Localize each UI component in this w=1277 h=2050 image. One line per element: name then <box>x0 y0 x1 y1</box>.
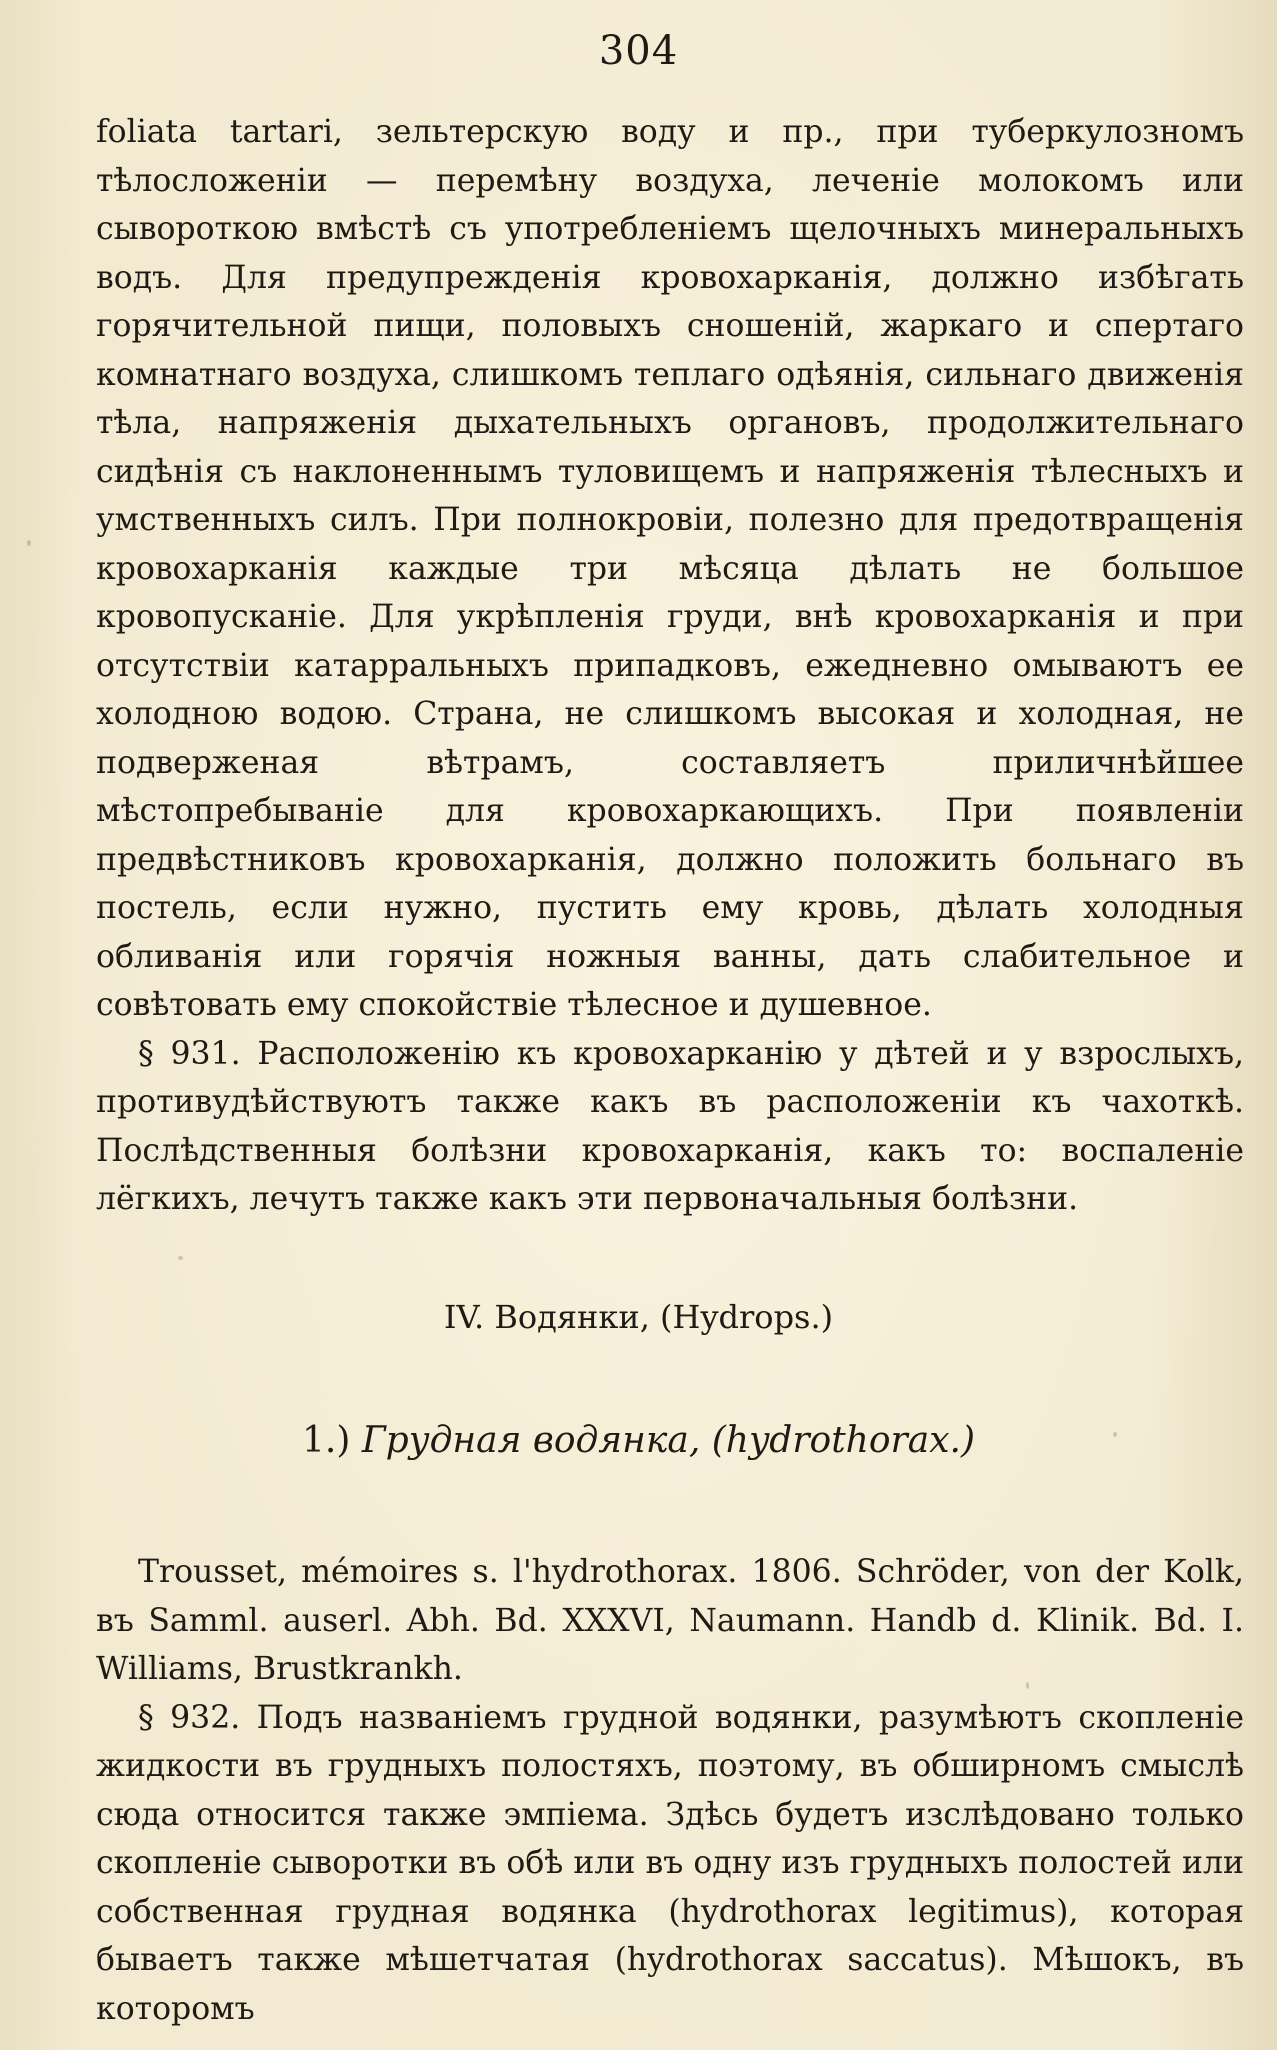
paragraph-931: § 931. Расположенію къ кровохарканію у дѣтей и у взрослыхъ, противудѣйствуютъ также какъ въ расположеніи къ чахоткѣ. Послѣдственныя болѣзни кровохарканія, какъ то: воспаленіе лёгкихъ, лечутъ также какъ эти первоначальныя болѣзни. <box>96 1035 1244 1217</box>
paragraph-references: Trousset, mémoires s. l'hydrothorax. 1806. Schröder, von der Kolk, въ Samml. auserl. Abh. Bd. XXXVI, Naumann. Handb d. Klinik. Bd. I. Williams, Brustkrankh. <box>96 1554 1244 1687</box>
section-heading: IV. Водянки, (Hydrops.) <box>443 1298 834 1336</box>
paper-speck <box>1113 1432 1117 1437</box>
paragraph-treatment: foliata tartari, зельтерскую воду и пр., при туберкулозномъ тѣлосложеніи — перемѣну воздуха, леченіе молокомъ или сывороткою вмѣстѣ съ употребленіемъ щелочныхъ минеральныхъ водъ. Для предупрежденія кровохарканія, должно избѣгать горячительной пищи, половыхъ сношеній, жаркаго и спертаго комнатнаго воздуха, слишкомъ теплаго одѣянія, сильнаго движенія тѣла, напряженія дыхательныхъ органовъ, продолжительнаго сидѣнія съ наклоненнымъ туловищемъ и напряженія тѣлесныхъ и умственныхъ силъ. При полнокровіи, полезно для предотвращенія кровохарканія каждые три мѣсяца дѣлать не большое кровопусканіе. Для укрѣпленія груди, внѣ кровохарканія и при отсутствіи катарральныхъ припадковъ, ежедневно омываютъ ее холодною водою. Страна, не слишкомъ высокая и холодная, не подверженая вѣтрамъ, составляетъ приличнѣйшее мѣстопребываніе для кровохаркающихъ. При появленіи предвѣстниковъ кровохарканія, должно положить больнаго въ постель, если нужно, пустить ему кровь, дѣлать холодныя обливанія или горячія ножныя ванны, дать слабительное и совѣтовать ему спокойствіе тѣлесное и душевное. <box>96 114 1244 1023</box>
paper-speck <box>27 540 31 546</box>
subsection-latin: (hydrothorax.) <box>711 1420 976 1461</box>
paper-speck <box>178 1256 183 1260</box>
paper-speck <box>1026 1682 1029 1689</box>
subsection-number: 1.) <box>301 1420 351 1461</box>
text-block-bottom <box>96 1548 1244 2033</box>
subsection-title: Грудная водянка, <box>361 1420 701 1461</box>
text-block-top <box>96 108 1244 1224</box>
page-number: 304 <box>598 28 679 74</box>
subsection-heading <box>0 1420 1277 1461</box>
paragraph-932: § 932. Подъ названіемъ грудной водянки, разумѣютъ скопленіе жидкости въ грудныхъ полостяхъ, поэтому, въ обширномъ смыслѣ сюда относится также эмпіема. Здѣсь будетъ изслѣдовано только скопленіе сыворотки въ обѣ или въ одну изъ грудныхъ полостей или собственная грудная водянка (hydrothorax legitimus), которая бываетъ также мѣшетчатая (hydrothorax saccatus). Мѣшокъ, въ которомъ <box>96 1699 1244 2027</box>
